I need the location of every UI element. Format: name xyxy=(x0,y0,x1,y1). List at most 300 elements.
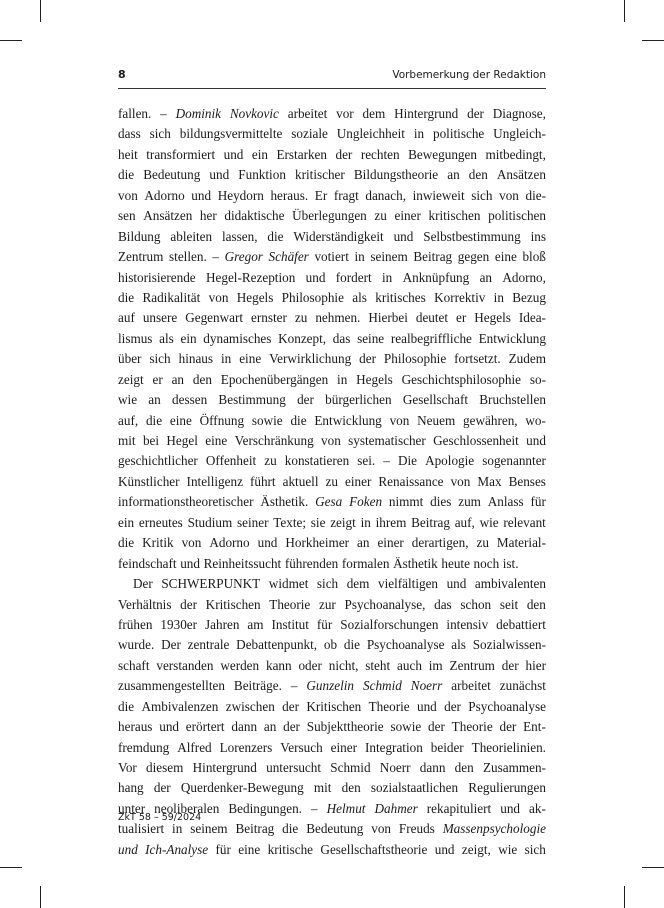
word: Hierbei xyxy=(368,310,408,326)
word: Bestimmung xyxy=(218,392,286,408)
word: Gegenwart xyxy=(185,310,244,326)
word: Theorie xyxy=(368,698,410,714)
word: Sozialwissen- xyxy=(472,637,546,653)
word: geschichtlicher xyxy=(118,453,198,469)
text-line xyxy=(118,717,546,737)
word: inwieweit xyxy=(412,187,465,203)
word: ein xyxy=(251,146,268,162)
word: gegen xyxy=(457,249,490,265)
word: der xyxy=(359,351,376,367)
word: zu xyxy=(476,535,489,551)
crop-mark xyxy=(624,0,625,22)
text-line xyxy=(118,186,546,206)
word: Bedeutung xyxy=(143,167,201,183)
word: zum xyxy=(458,494,481,510)
word: der xyxy=(428,719,445,735)
word: realbegriffliche xyxy=(390,330,472,346)
text-line xyxy=(118,411,546,431)
word: und xyxy=(416,698,437,714)
word: wie xyxy=(498,841,518,857)
word: von xyxy=(389,412,410,428)
word: und xyxy=(446,576,467,592)
word: Querdenker-Bewegung xyxy=(180,780,304,796)
word: Beitrag xyxy=(413,249,453,265)
word: der xyxy=(467,106,484,121)
word: Renaissance xyxy=(378,473,444,489)
word: Konzept, xyxy=(278,330,327,346)
word: so- xyxy=(529,371,546,387)
word: Versuch xyxy=(280,739,323,755)
word: historisierende xyxy=(118,269,196,285)
word: Korrektiv xyxy=(434,289,486,305)
word: die xyxy=(343,637,361,653)
word: und xyxy=(223,146,244,162)
word: 1930er xyxy=(160,616,198,632)
word: Bewegungen xyxy=(408,146,477,162)
word: untersucht xyxy=(266,760,322,775)
word: systematischer xyxy=(348,433,426,448)
word: Gesellschaft xyxy=(402,392,469,408)
text-line xyxy=(118,329,546,349)
word: Hintergrund xyxy=(394,106,459,121)
word: schon xyxy=(460,596,492,612)
word: heit xyxy=(118,146,138,162)
word: der xyxy=(153,780,171,796)
word: führenden xyxy=(284,555,339,571)
word: zunächst xyxy=(499,678,546,694)
word: Beitrag xyxy=(235,821,275,837)
word: ernster xyxy=(251,310,287,326)
word: Der xyxy=(161,637,181,653)
word: Vor xyxy=(118,760,137,775)
word: nehmen. xyxy=(315,310,361,326)
word: stellen. xyxy=(169,249,207,265)
word: feindschaft xyxy=(118,555,177,571)
word: Geschichtsphilosophie xyxy=(401,371,522,387)
word: ins xyxy=(530,228,546,244)
text-line xyxy=(118,472,546,492)
text-line xyxy=(118,349,546,369)
word: Zusammen- xyxy=(482,760,546,775)
word: hinaus xyxy=(178,351,214,367)
word: dann xyxy=(231,719,258,735)
word: einer xyxy=(394,208,421,224)
word: Sozialforschungen xyxy=(340,616,439,632)
word: Reinheitssucht xyxy=(203,555,282,571)
word: arbeitet xyxy=(287,106,328,121)
text-line xyxy=(118,268,546,288)
word: noch xyxy=(473,555,500,571)
word: lismus xyxy=(118,330,153,346)
word: diesem xyxy=(146,760,184,775)
word: dem xyxy=(346,576,370,592)
word: Material- xyxy=(496,535,546,551)
word: politischen xyxy=(488,208,546,224)
word: Hegels xyxy=(236,289,274,305)
word: Horkheimer xyxy=(285,535,350,551)
word: Ambivalenzen xyxy=(141,698,219,714)
word: Helmut xyxy=(326,800,366,816)
word: zwischen xyxy=(225,698,275,714)
word: der xyxy=(282,698,299,714)
text-line xyxy=(118,778,546,798)
word: einer xyxy=(377,535,404,551)
word: einer xyxy=(344,473,372,489)
word: Psychoanalyse xyxy=(468,698,546,714)
crop-mark xyxy=(624,886,625,908)
word: fragt xyxy=(333,187,359,203)
word: zeigt xyxy=(330,514,356,530)
word: auch xyxy=(397,657,422,673)
word: den xyxy=(468,167,488,183)
word: Hegel xyxy=(166,433,198,448)
word: von xyxy=(499,187,519,203)
word: kritischer xyxy=(295,167,345,183)
word: – xyxy=(383,453,390,469)
word: sich xyxy=(149,351,171,367)
word: und xyxy=(434,841,455,857)
word: eine xyxy=(494,249,517,265)
word: und xyxy=(209,167,230,183)
word: Theorielinien. xyxy=(471,739,546,755)
word: und xyxy=(526,433,546,448)
word: von xyxy=(208,289,229,305)
word: beider xyxy=(430,739,464,755)
word: Verschränkung xyxy=(234,433,314,448)
word: Offenheit xyxy=(205,453,257,469)
word: dies xyxy=(430,494,452,510)
word: seit xyxy=(499,596,519,612)
word: danach, xyxy=(365,187,406,203)
word: transformiert xyxy=(146,146,216,162)
word: Gunzelin xyxy=(306,678,355,694)
word: Psychoanalyse, xyxy=(344,596,426,612)
word: votiert xyxy=(314,249,349,265)
word: ihrem xyxy=(375,514,407,530)
word: Studium xyxy=(187,514,233,530)
word: und xyxy=(393,228,414,244)
word: Bildung xyxy=(118,228,161,244)
word: Theorie xyxy=(451,719,493,735)
word: der xyxy=(499,719,517,735)
word: Philosophie xyxy=(383,351,447,367)
text-line xyxy=(118,676,546,696)
word: der xyxy=(180,596,197,612)
word: hang xyxy=(118,780,144,796)
word: sozialstaatlichen xyxy=(370,780,459,796)
word: Institut xyxy=(271,616,309,632)
word: ist. xyxy=(502,555,519,571)
word: auf, xyxy=(454,514,475,530)
word: ein xyxy=(180,330,197,346)
word: die xyxy=(290,412,307,428)
word: die xyxy=(282,821,299,837)
word: Debattenpunkt, xyxy=(236,637,318,653)
word: die xyxy=(118,535,135,551)
word: an xyxy=(263,719,277,735)
word: für xyxy=(530,494,546,510)
word: heute xyxy=(441,555,470,571)
word: von xyxy=(450,473,471,489)
word: die xyxy=(118,167,135,183)
word: wurde. xyxy=(118,637,155,653)
word: bei xyxy=(142,433,160,448)
word: Hegel-Rezeption xyxy=(205,269,296,285)
word: seinem xyxy=(190,821,228,837)
word: er xyxy=(152,371,163,387)
word: von xyxy=(371,821,391,837)
word: Radikalität xyxy=(142,289,201,305)
word: einer xyxy=(330,739,358,755)
word: ableiten xyxy=(170,228,213,244)
word: her xyxy=(199,208,217,224)
word: Hintergrund xyxy=(192,760,257,775)
crop-mark xyxy=(642,867,664,868)
crop-mark xyxy=(40,886,41,908)
text-line xyxy=(118,431,546,451)
word: erneutes xyxy=(138,514,183,530)
word: SCHWERPUNKT xyxy=(161,576,261,592)
word: der xyxy=(335,146,353,162)
word: Psychoanalyse xyxy=(366,637,445,653)
word: fortsetzt. xyxy=(454,351,501,367)
word: Überlegungen xyxy=(292,208,367,224)
word: in xyxy=(493,289,504,305)
word: Jahren xyxy=(205,616,240,632)
word: Ansätzen xyxy=(143,208,193,224)
word: Entwicklung xyxy=(314,412,382,428)
word: bloß xyxy=(522,249,546,265)
word: Kritischen xyxy=(306,698,362,714)
word: soziale xyxy=(291,126,328,142)
crop-mark xyxy=(0,867,22,868)
word: hier xyxy=(525,657,546,673)
word: heraus. xyxy=(270,187,309,203)
word: und xyxy=(118,841,138,857)
word: Geschlossenheit xyxy=(433,433,519,448)
word: Die xyxy=(397,453,417,469)
word: Ungleich- xyxy=(493,126,546,142)
word: Hegels xyxy=(474,310,511,326)
text-line xyxy=(118,513,546,533)
word: Idea- xyxy=(518,310,546,326)
word: Lorenzers xyxy=(219,739,273,755)
word: Verhältnis xyxy=(118,596,172,612)
word: Benses xyxy=(508,473,546,489)
word: neoliberalen xyxy=(154,800,220,816)
word: Subjekttheorie xyxy=(306,719,384,735)
word: Anknüpfung xyxy=(402,269,470,285)
word: das xyxy=(332,330,351,346)
word: für xyxy=(215,841,231,857)
word: Beitrag xyxy=(411,514,450,530)
word: in xyxy=(220,351,232,367)
word: eine xyxy=(205,433,228,448)
word: Gesellschaftstheorie xyxy=(320,841,428,857)
word: zu xyxy=(374,208,387,224)
word: erörtert xyxy=(185,719,225,735)
word: lassen, xyxy=(222,228,258,244)
word: zusammengestellten xyxy=(118,678,225,694)
word: zentrale xyxy=(187,637,230,653)
word: bildungsvermittelte xyxy=(179,126,283,142)
word: didaktische xyxy=(224,208,285,224)
word: Texte; xyxy=(273,514,307,530)
word: Noerr xyxy=(379,760,411,775)
word: den xyxy=(192,371,212,387)
word: sowie xyxy=(390,719,422,735)
word: den xyxy=(454,760,474,775)
text-line xyxy=(118,554,546,574)
word: kritische xyxy=(267,841,314,857)
word: und xyxy=(257,535,278,551)
word: wie xyxy=(118,392,138,408)
word: sei. xyxy=(357,453,376,469)
word: – xyxy=(290,678,298,694)
word: Verwirklichung xyxy=(269,351,352,367)
word: bürgerlichen xyxy=(325,392,392,408)
word: verstanden xyxy=(156,657,214,673)
word: heraus xyxy=(118,719,153,735)
word: als xyxy=(159,330,174,346)
word: Öffnung xyxy=(199,412,245,428)
word: die xyxy=(118,289,135,305)
text-line xyxy=(118,738,546,758)
word: Diagnose, xyxy=(492,106,546,121)
word: Der xyxy=(133,576,153,592)
word: dann xyxy=(419,760,446,775)
word: und xyxy=(180,555,200,571)
word: an xyxy=(479,269,493,285)
word: – xyxy=(311,800,318,816)
journal-footer: ZkT 58 – 59/2024 xyxy=(118,812,202,823)
word: derartigen, xyxy=(411,535,469,551)
text-line xyxy=(118,124,546,144)
text-line xyxy=(118,370,546,390)
word: mitbedingt, xyxy=(485,146,546,162)
word: zeigt, xyxy=(461,841,491,857)
word: formalen xyxy=(341,555,390,571)
word: Schmid xyxy=(330,760,371,775)
word: vor xyxy=(336,106,354,121)
text-line xyxy=(118,656,546,676)
word: Foken xyxy=(349,494,383,510)
word: an xyxy=(357,535,370,551)
word: sich xyxy=(471,187,493,203)
word: nimmt xyxy=(388,494,424,510)
word: in xyxy=(360,514,371,530)
text-line xyxy=(118,206,546,226)
word: Erstarken xyxy=(276,146,327,162)
word: der xyxy=(501,657,519,673)
text-line xyxy=(118,308,546,328)
word: – xyxy=(160,106,167,121)
word: Neuem xyxy=(417,412,456,428)
word: unsere xyxy=(142,310,178,326)
word: rechten xyxy=(360,146,400,162)
word: Integration xyxy=(364,739,423,755)
word: die xyxy=(118,698,135,714)
word: arbeitet xyxy=(451,678,491,694)
word: seiner xyxy=(237,514,269,530)
word: zu xyxy=(294,310,308,326)
word: zu xyxy=(264,453,277,469)
word: Selbstbestimmung xyxy=(423,228,521,244)
word: dem xyxy=(362,106,386,121)
word: Ansätzen xyxy=(496,167,546,183)
page-header xyxy=(118,66,546,89)
word: den xyxy=(526,596,546,612)
word: an xyxy=(447,167,460,183)
word: ein xyxy=(118,514,135,530)
word: Gesa xyxy=(315,494,343,510)
word: nicht, xyxy=(328,657,359,673)
word: die xyxy=(145,412,163,428)
text-line xyxy=(118,615,546,635)
word: seinem xyxy=(370,249,408,265)
crop-mark xyxy=(0,40,22,41)
word: zeigt xyxy=(118,371,144,387)
word: auf xyxy=(118,310,135,326)
word: in xyxy=(381,269,393,285)
word: an xyxy=(171,371,185,387)
word: Bezug xyxy=(512,289,546,305)
word: informationstheoretischer xyxy=(118,494,254,510)
word: Ich-Analyse xyxy=(145,841,209,857)
word: Anlass xyxy=(487,494,524,510)
word: Kritik xyxy=(142,535,174,551)
word: Regulierungen xyxy=(468,780,546,796)
word: Funktion xyxy=(238,167,286,183)
body-text xyxy=(118,104,546,860)
word: Adorno xyxy=(144,187,185,203)
word: im xyxy=(428,657,443,673)
word: von xyxy=(321,433,341,448)
word: Dominik xyxy=(175,106,221,121)
word: Adorno, xyxy=(502,269,546,285)
word: rekapituliert xyxy=(426,800,492,816)
word: Bedingungen. xyxy=(228,800,302,816)
word: debattiert xyxy=(496,616,546,632)
word: sich xyxy=(524,841,546,857)
word: Schäfer xyxy=(268,249,309,265)
word: als xyxy=(352,289,367,305)
word: Ungleichheit xyxy=(336,126,405,142)
word: mit xyxy=(118,433,136,448)
text-line xyxy=(118,451,546,471)
word: Adorno xyxy=(209,535,250,551)
text-line xyxy=(118,227,546,247)
word: gewähren, xyxy=(463,412,518,428)
word: Bildungstheorie xyxy=(353,167,439,183)
word: sich xyxy=(149,126,171,142)
word: Hegels xyxy=(356,371,393,387)
word: Epochenübergängen xyxy=(220,371,329,387)
word: eine xyxy=(169,412,192,428)
word: Entwicklung xyxy=(478,330,546,346)
word: von xyxy=(118,187,138,203)
text-line xyxy=(118,247,546,267)
word: Intelligenz xyxy=(186,473,243,489)
word: ak- xyxy=(529,800,546,816)
word: eine xyxy=(238,841,261,857)
word: seine xyxy=(357,330,385,346)
word: Heydorn xyxy=(217,187,264,203)
crop-mark xyxy=(40,0,41,22)
word: sowie xyxy=(251,412,283,428)
word: und xyxy=(191,187,212,203)
word: kritischen xyxy=(428,208,481,224)
